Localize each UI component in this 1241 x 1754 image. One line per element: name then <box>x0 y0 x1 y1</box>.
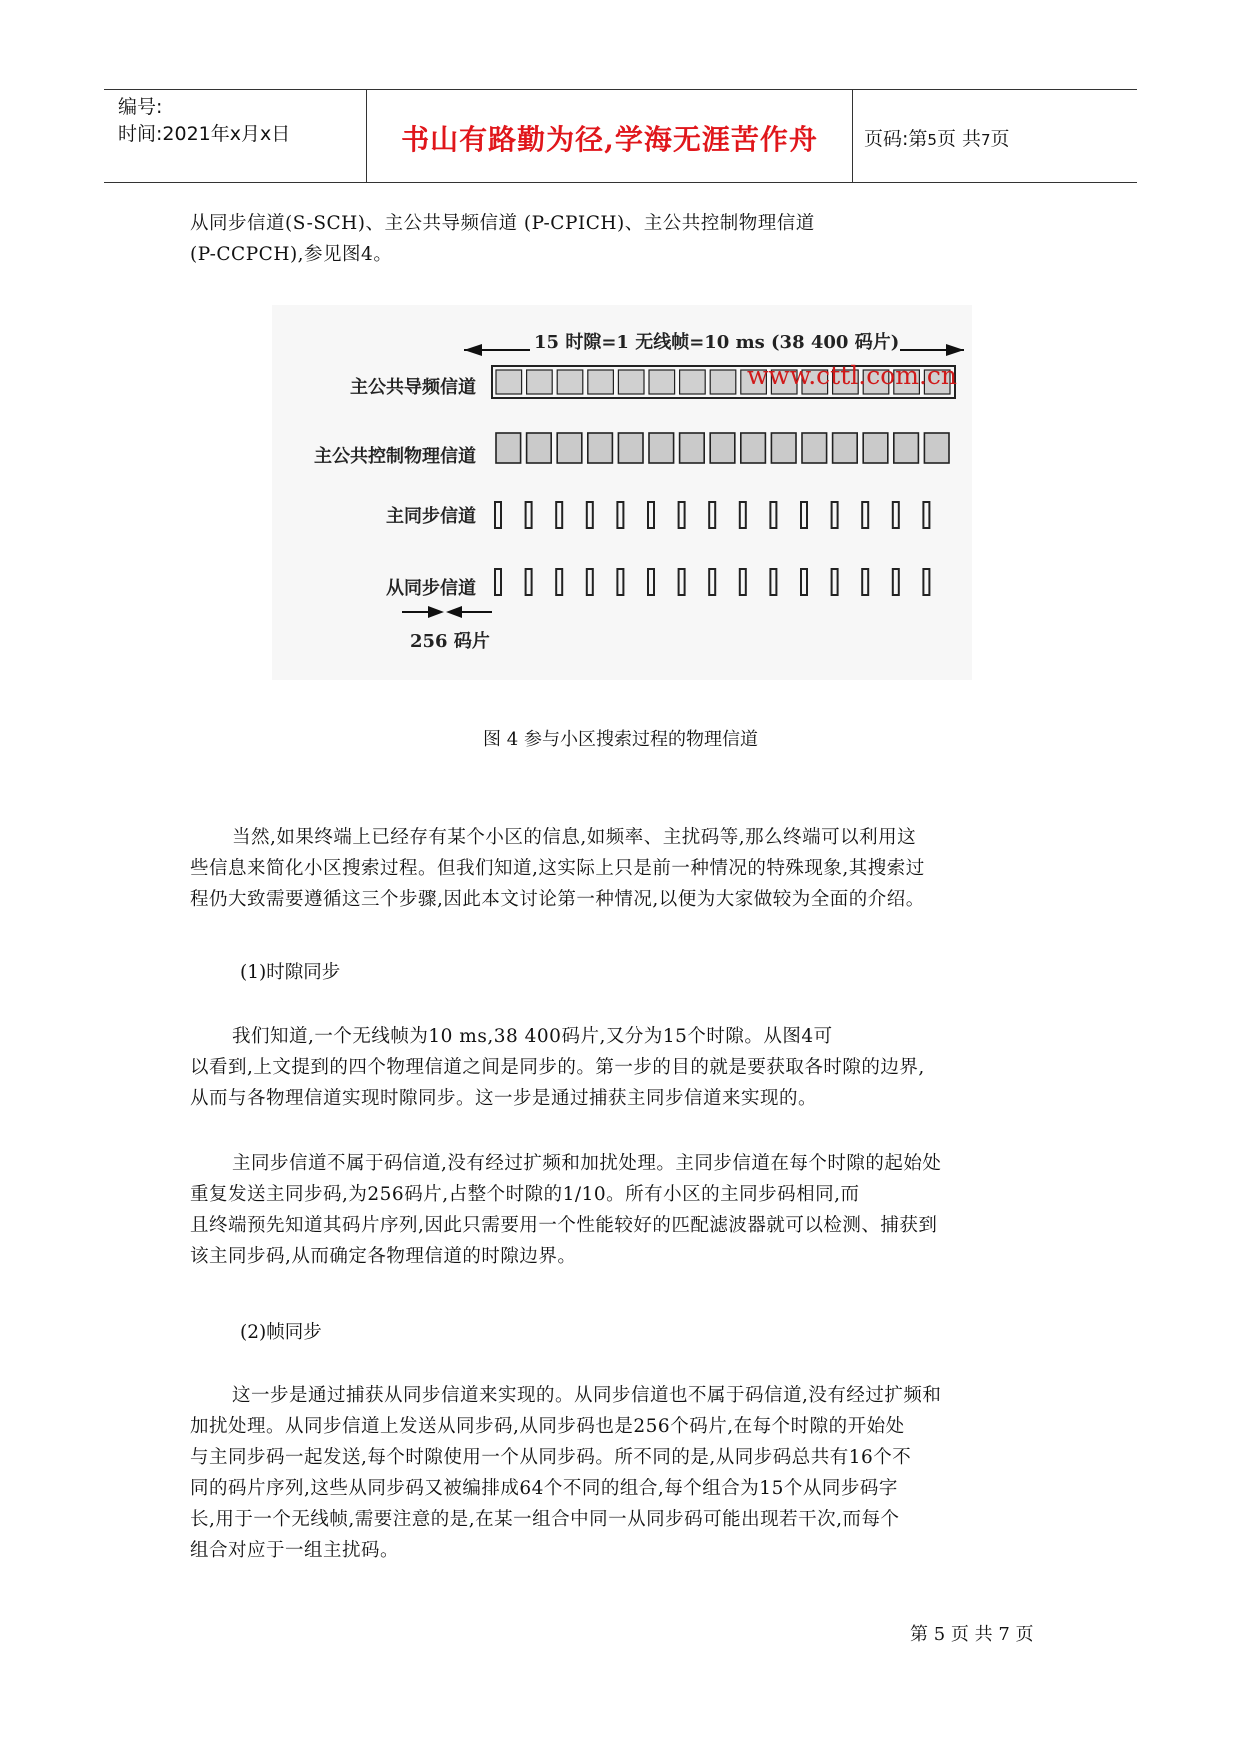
ssch-burst <box>923 569 929 595</box>
pcpich-slot <box>588 370 614 394</box>
paragraph-4 <box>190 1380 1060 1566</box>
psch-burst <box>709 502 715 528</box>
frame-label: 15 时隙=1 无线帧=10 ms (38 400 码片) <box>534 332 900 353</box>
pccpch-slot <box>741 433 766 463</box>
psch-burst <box>648 502 654 528</box>
pccpch-slot <box>649 433 674 463</box>
ssch-burst <box>801 569 807 595</box>
text-line: 以看到,上文提到的四个物理信道之间是同步的。第一步的目的就是要获取各时隙的边界, <box>190 1057 925 1078</box>
text-line: 与主同步码一起发送,每个时隙使用一个从同步码。所不同的是,从同步码总共有16个不 <box>190 1447 912 1468</box>
psch-burst <box>679 502 685 528</box>
time-label: 时间:2021年x月x日 <box>118 123 291 145</box>
ssch-burst <box>648 569 654 595</box>
psch-burst <box>862 502 868 528</box>
ssch-burst <box>617 569 623 595</box>
intro-paragraph <box>190 208 1060 270</box>
pcpich-slot <box>557 370 583 394</box>
psch-burst <box>801 502 807 528</box>
ssch-burst <box>832 569 838 595</box>
psch-burst <box>893 502 899 528</box>
header-motto: 书山有路勤为径,学海无涯苦作舟 <box>401 123 818 156</box>
ssch-bursts <box>495 569 929 595</box>
number-label: 编号: <box>118 96 163 118</box>
header-meta <box>118 94 290 148</box>
chip-arrow-right <box>428 606 444 618</box>
header-page-info <box>864 124 1010 151</box>
ssch-burst <box>556 569 562 595</box>
pccpch-slots <box>496 433 949 463</box>
ssch-burst <box>740 569 746 595</box>
pccpch-slot <box>771 433 796 463</box>
pcpich-slot <box>649 370 675 394</box>
row-label-psch: 主同步信道 <box>386 506 476 527</box>
pccpch-slot <box>496 433 521 463</box>
arrow-head-left <box>464 344 482 356</box>
chip-label: 256 码片 <box>410 631 490 652</box>
ssch-burst <box>862 569 868 595</box>
pccpch-slot <box>863 433 888 463</box>
psch-burst <box>740 502 746 528</box>
page-label: 页码:第 <box>864 128 928 150</box>
ssch-burst <box>893 569 899 595</box>
text-line: 从而与各物理信道实现时隙同步。这一步是通过捕获主同步信道来实现的。 <box>190 1088 818 1109</box>
ssch-burst <box>526 569 532 595</box>
text-line: 当然,如果终端上已经存有某个小区的信息,如频率、主扰码等,那么终端可以利用这 <box>232 827 917 848</box>
text-line: 该主同步码,从而确定各物理信道的时隙边界。 <box>190 1246 577 1267</box>
row-label-ssch: 从同步信道 <box>386 578 476 599</box>
pccpch-slot <box>802 433 827 463</box>
psch-burst <box>526 502 532 528</box>
psch-burst <box>770 502 776 528</box>
ssch-burst <box>495 569 501 595</box>
psch-bursts <box>495 502 929 528</box>
intro-line: 从同步信道(S-SCH)、主公共导频信道 (P-CPICH)、主公共控制物理信道 <box>190 213 815 234</box>
pcpich-slot <box>496 370 522 394</box>
ssch-burst <box>709 569 715 595</box>
pccpch-slot <box>588 433 613 463</box>
pccpch-slot <box>924 433 949 463</box>
section-heading-2: (2)帧同步 <box>240 1322 322 1343</box>
header-divider <box>852 90 853 182</box>
pcpich-slot <box>680 370 706 394</box>
text-line: 加扰处理。从同步信道上发送从同步码,从同步码也是256个码片,在每个时隙的开始处 <box>190 1416 905 1437</box>
page-total: 7 <box>981 131 991 149</box>
section-heading-1: (1)时隙同步 <box>240 962 341 983</box>
pcpich-slot <box>710 370 736 394</box>
row-label-pccpch: 主公共控制物理信道 <box>314 446 476 467</box>
arrow-head-right <box>946 344 964 356</box>
paragraph-3 <box>190 1148 1060 1272</box>
psch-burst <box>556 502 562 528</box>
text-line: 重复发送主同步码,为256码片,占整个时隙的1/10。所有小区的主同步码相同,而 <box>190 1184 860 1205</box>
pccpch-slot <box>557 433 582 463</box>
page-footer: 第 5 页 共 7 页 <box>910 1624 1034 1645</box>
channel-diagram <box>272 305 972 680</box>
text-line: 这一步是通过捕获从同步信道来实现的。从同步信道也不属于码信道,没有经过扩频和 <box>232 1385 942 1406</box>
pccpch-slot <box>894 433 919 463</box>
page-number: 5 <box>927 131 937 149</box>
page-header <box>104 89 1137 183</box>
text-line: 组合对应于一组主扰码。 <box>190 1540 400 1561</box>
text-line: 主同步信道不属于码信道,没有经过扩频和加扰处理。主同步信道在每个时隙的起始处 <box>232 1153 942 1174</box>
text-line: 些信息来简化小区搜索过程。但我们知道,这实际上只是前一种情况的特殊现象,其搜索过 <box>190 858 925 879</box>
ssch-burst <box>770 569 776 595</box>
text-line: 且终端预先知道其码片序列,因此只需要用一个性能较好的匹配滤波器就可以检测、捕获到 <box>190 1215 938 1236</box>
ssch-burst <box>679 569 685 595</box>
text-line: 同的码片序列,这些从同步码又被编排成64个不同的组合,每个组合为15个从同步码字 <box>190 1478 898 1499</box>
psch-burst <box>923 502 929 528</box>
ssch-burst <box>587 569 593 595</box>
figure-caption: 图 4 参与小区搜索过程的物理信道 <box>483 729 758 750</box>
pccpch-slot <box>710 433 735 463</box>
pccpch-slot <box>680 433 705 463</box>
psch-burst <box>587 502 593 528</box>
pccpch-slot <box>527 433 552 463</box>
chip-arrow-left <box>446 606 462 618</box>
text-line: 长,用于一个无线帧,需要注意的是,在某一组合中同一从同步码可能出现若干次,而每个 <box>190 1509 900 1530</box>
pccpch-slot <box>833 433 858 463</box>
text-line: 我们知道,一个无线帧为10 ms,38 400码片,又分为15个时隙。从图4可 <box>232 1026 833 1047</box>
psch-burst <box>495 502 501 528</box>
psch-burst <box>617 502 623 528</box>
text-line: 程仍大致需要遵循这三个步骤,因此本文讨论第一种情况,以便为大家做较为全面的介绍。 <box>190 889 925 910</box>
intro-line: (P-CCPCH),参见图4。 <box>190 244 393 265</box>
psch-burst <box>832 502 838 528</box>
pccpch-slot <box>618 433 643 463</box>
paragraph-2 <box>190 1021 1060 1114</box>
row-label-pcpich: 主公共导频信道 <box>350 377 476 398</box>
channel-figure <box>272 305 972 680</box>
pcpich-slot <box>527 370 553 394</box>
pcpich-slot <box>618 370 644 394</box>
paragraph-1 <box>190 822 1060 915</box>
watermark-text: www.cttl.com.cn <box>747 361 958 390</box>
page-mid: 页 共 <box>936 128 981 150</box>
page-end: 页 <box>990 128 1010 150</box>
